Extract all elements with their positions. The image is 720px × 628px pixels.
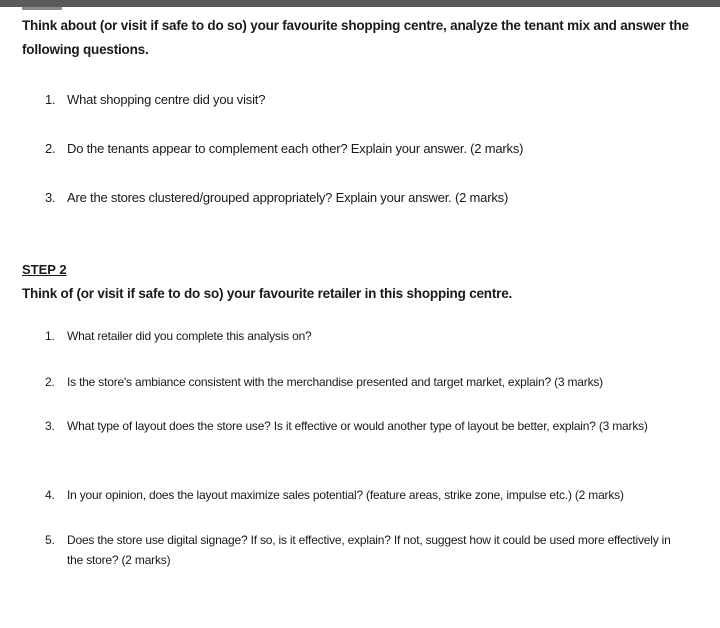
step1-question-2 [45, 139, 685, 159]
step1-question-3 [45, 188, 685, 208]
step2-question-5 [45, 530, 685, 570]
question-text: What type of layout does the store use? Is it effective or would another type of layout be better, explain? (3 marks) [67, 419, 648, 433]
question-text: Is the store's ambiance consistent with the merchandise presented and target market, explain? (3 marks) [67, 375, 603, 389]
step2-description: Think of (or visit if safe to do so) your favourite retailer in this shopping centre. [22, 286, 513, 301]
step2-question-3 [45, 416, 685, 436]
question-text: What retailer did you complete this analysis on? [67, 329, 312, 343]
question-text: Are the stores clustered/grouped appropriately? Explain your answer. (2 marks) [67, 190, 509, 205]
step2-question-4 [45, 485, 685, 505]
intro-instructions: Think about (or visit if safe to do so) your favourite shopping centre, analyze the tenant mix and answer the following questions. [22, 18, 689, 57]
question-number: 3. [45, 190, 56, 205]
question-number: 5. [45, 533, 55, 547]
question-number: 1. [45, 92, 56, 107]
question-number: 2. [45, 375, 55, 389]
question-text: What shopping centre did you visit? [67, 92, 266, 107]
question-number: 3. [45, 419, 55, 433]
question-number: 2. [45, 141, 56, 156]
step1-question-1 [45, 90, 685, 110]
question-number: 1. [45, 329, 55, 343]
step2-question-1 [45, 326, 685, 346]
question-text: Do the tenants appear to complement each other? Explain your answer. (2 marks) [67, 141, 524, 156]
step2-question-2 [45, 372, 685, 392]
question-number: 4. [45, 488, 55, 502]
step2-heading: STEP 2 [22, 262, 67, 277]
question-text: Does the store use digital signage? If so, is it effective, explain? If not, suggest how it could be used more effectively in the store? (2 marks) [67, 533, 671, 567]
question-text: In your opinion, does the layout maximize sales potential? (feature areas, strike zone, impulse etc.) (2 marks) [67, 488, 624, 502]
